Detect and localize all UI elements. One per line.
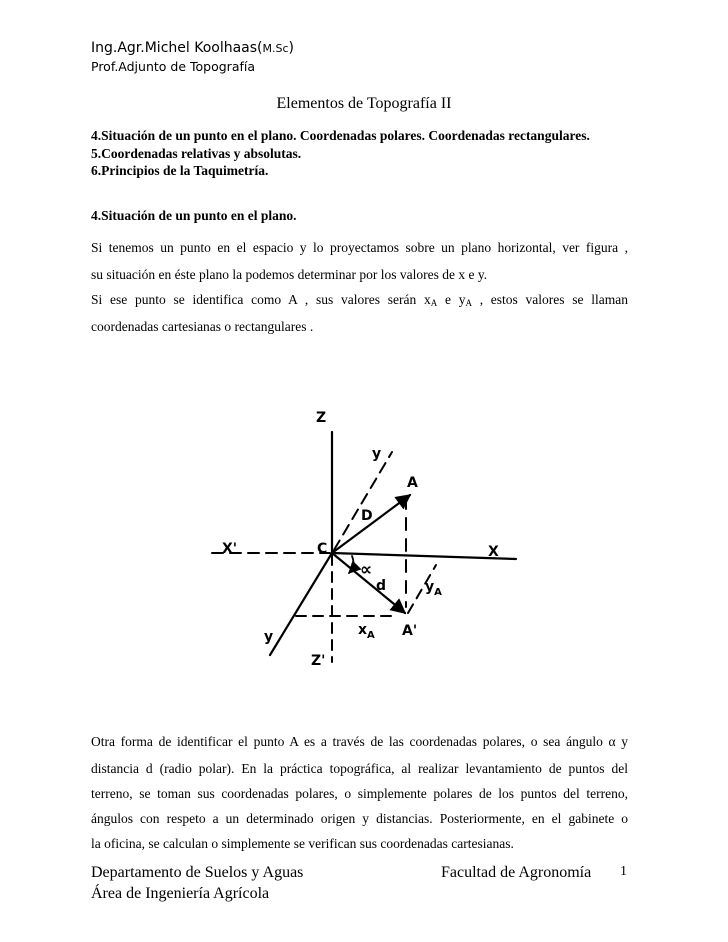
paragraph-line: su situación en éste plano la podemos determinar por los valores de x e y. [91, 267, 488, 282]
label-a: A [407, 475, 418, 491]
text-segment: , estos valores se llaman [471, 292, 628, 307]
label-z: Z [316, 410, 327, 426]
text-segment: Si ese punto se identifica como A , sus valores serán x [91, 292, 431, 307]
vector-d-big [332, 495, 410, 553]
label-x: X [488, 544, 499, 560]
author-close: ) [288, 40, 295, 56]
label-x-prime: X' [222, 541, 238, 557]
author-degree: M.Sc [262, 42, 289, 55]
paragraph-line: Otra forma de identificar el punto A es a través de las coordenadas polares, o sea ángulo α y [91, 734, 628, 749]
section-heading: 4.Situación de un punto en el plano. [91, 208, 297, 223]
author-name: Ing.Agr.Michel Koolhaas( [91, 40, 263, 56]
paragraph-line: distancia d (radio polar). En la práctica topográfica, al realizar levantamiento de puntos del [91, 761, 628, 776]
page-number: 1 [620, 864, 627, 879]
label-c: C [317, 541, 328, 557]
label-a-prime: A' [402, 623, 418, 639]
label-ya: $y_A$ [425, 579, 442, 598]
subscript: A [430, 298, 438, 308]
toc-item: 4.Situación de un punto en el plano. Coordenadas polares. Coordenadas rectangulares. [91, 128, 590, 143]
label-big-d: D [361, 508, 373, 524]
paragraph-line: terreno, se toman sus coordenadas polares, o simplemente polares de los puntos del terreno, [91, 786, 628, 801]
paragraph-line: la oficina, se calculan o simplemente se verifican sus coordenadas cartesianas. [91, 836, 514, 851]
y-dashed-axis [334, 452, 392, 550]
paragraph-line: Si tenemos un punto en el espacio y lo proyectamos sobre un plano horizontal, ver figura , [91, 240, 628, 255]
paragraph-line: ángulos con respeto a un determinado origen y distancias. Posteriormente, en el gabinete o [91, 811, 628, 826]
toc-item: 6.Principios de la Taquimetría. [91, 163, 269, 178]
text-segment: e y [437, 292, 466, 307]
document-title: Elementos de Topografía II [276, 95, 452, 112]
footer-area: Área de Ingeniería Agrícola [91, 885, 270, 902]
label-y-top: y [372, 446, 382, 462]
label-y-bottom: y [264, 629, 274, 645]
label-z-prime: Z' [311, 653, 326, 669]
toc-item: 5.Coordenadas relativas y absolutas. [91, 145, 302, 161]
label-xa: $x_A$ [358, 622, 375, 641]
subscript: A [465, 298, 472, 308]
author-position: Prof.Adjunto de Topografía [91, 59, 256, 74]
y-axis [270, 553, 332, 655]
footer-faculty: Facultad de Agronomía [441, 864, 592, 881]
label-alpha: ∝ [360, 560, 373, 580]
paragraph-line: coordenadas cartesianas o rectangulares . [91, 319, 314, 334]
label-small-d: d [376, 578, 387, 594]
footer-department: Departamento de Suelos y Aguas [91, 864, 304, 881]
